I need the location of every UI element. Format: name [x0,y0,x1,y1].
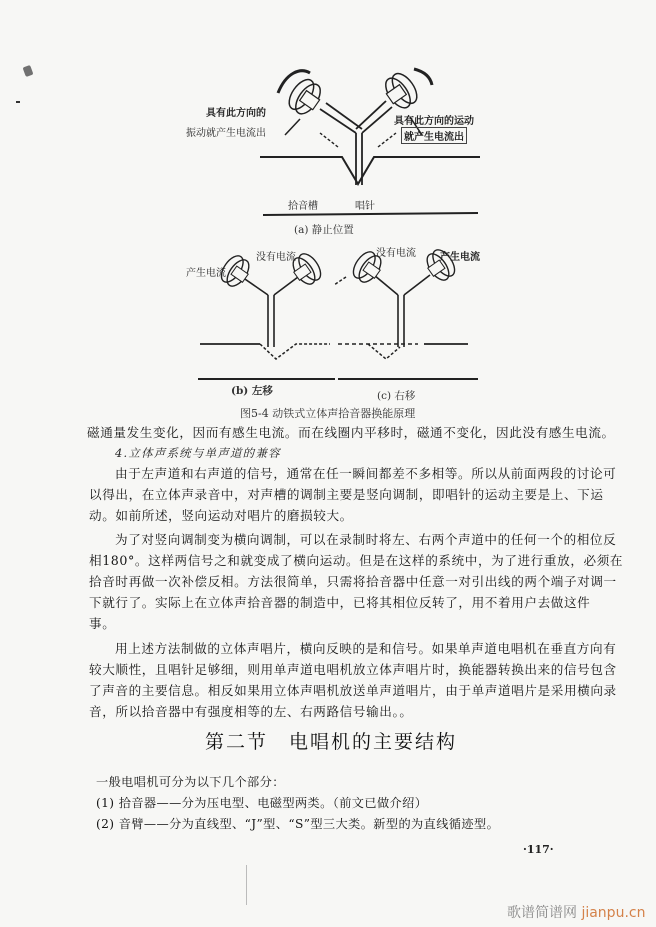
panel-b-right-annotation: 没有电流 [256,252,296,263]
panel-a-right-annotation-2: 就产生电流出 [401,127,467,144]
section-intro: 一般电唱机可分为以下几个部分： [96,775,285,789]
paragraph-line: 磁通量发生变化，因而有感生电流。而在线圈内平移时，磁通不变化，因此没有感生电流。 [87,425,615,440]
stylus-label: 唱针 [355,201,375,212]
paragraph-line: 较大顺性，且唱针足够细，则用单声道电唱机放立体声唱片时，换能器转换出来的信号包含 [89,662,617,677]
panel-c-caption: (c) 右移 [377,390,416,402]
paragraph-line: 以得出，在立体声录音中，对声槽的调制主要是竖向调制，即唱针的运动主要是上、下运 [89,487,604,502]
scan-speck [23,65,34,77]
list-item: (1) 拾音器——分为压电型、电磁型两类。（前文已做介绍） [96,796,428,810]
paragraph-line: 为了对竖向调制变为横向调制，可以在录制时将左、右两个声道中的任何一个的相位反 [115,532,617,547]
scan-speck [16,101,20,103]
paragraph-line: 动。如前所述，竖向运动对唱片的磨损较大。 [89,508,353,523]
figure-caption: 图5-4 动铁式立体声拾音器换能原理 [240,407,416,420]
panel-b-caption: (b) 左移 [231,385,273,397]
subheading: 4.立体声系统与单声道的兼容 [115,446,281,460]
paragraph-line: 用上述方法制做的立体声唱片，横向反映的是和信号。如果单声道电唱机在垂直方向有 [115,641,617,656]
section-title: 第二节 电唱机的主要结构 [205,731,458,753]
paragraph-line: 事。 [89,616,116,631]
paragraph-line: 由于左声道和右声道的信号，通常在任一瞬间都差不多相等。所以从前面两段的讨论可 [115,466,617,481]
panel-a-left-annotation-1: 具有此方向的 [206,108,266,119]
paragraph-line: 下就行了。实际上在立体声拾音器的制造中，已将其相位反转了，用不着用户去做这件 [89,595,591,610]
watermark-en: jianpu.cn [581,905,646,921]
section-list [96,772,499,835]
diagram-panel-c [338,255,483,385]
page-number: ·117· [523,843,554,856]
body-text [87,422,624,722]
paragraph-line: 音，所以拾音器中有强度相等的左、右两路信号输出。。 [89,704,413,719]
panel-a-right-annotation-1: 具有此方向的运动 [394,116,474,127]
watermark-cn: 歌谱简谱网 [507,905,577,921]
panel-b-left-annotation: 产生电流 [186,268,226,279]
paragraph-line: 相180°。这样两信号之和就变成了横向运动。但是在这样的系统中，为了进行重放，必须在 [89,553,624,568]
scan-mark [246,865,247,905]
panel-c-left-annotation: 没有电流 [376,248,416,259]
panel-c-right-annotation: 产生电流 [440,252,480,263]
paragraph-line: 了声音的主要信息。相反如果用立体声唱机放送单声道唱片，由于单声道唱片是采用横向录 [89,683,617,698]
paragraph-line: 拾音时再做一次补偿反相。方法很简单，只需将拾音器中任意一对引出线的两个端子对调一 [89,574,617,589]
list-item: (2) 音臂——分为直线型、“J”型、“S”型三大类。新型的为直线循迹型。 [96,817,500,831]
groove-label: 拾音槽 [288,201,318,212]
watermark [507,902,645,922]
panel-a-caption: (a) 静止位置 [294,224,354,236]
panel-a-left-annotation-2: 振动就产生电流出 [186,128,266,139]
